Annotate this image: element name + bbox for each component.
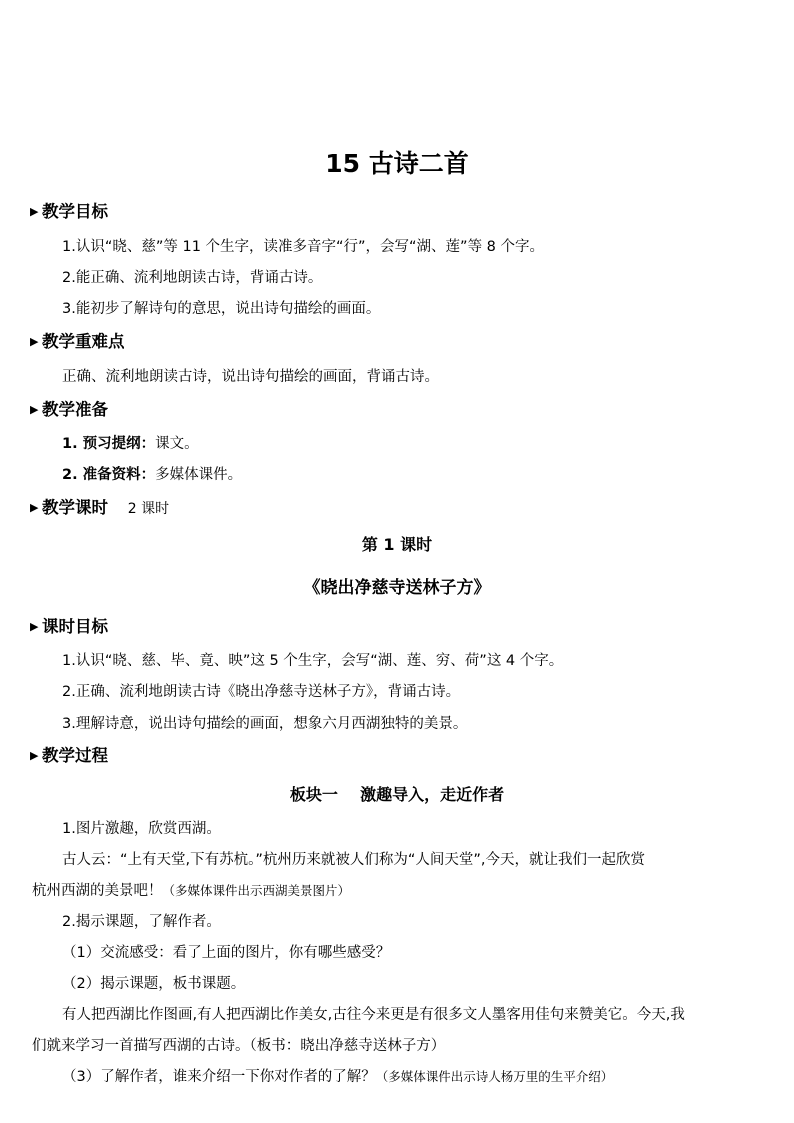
process-paragraph-4: （1）交流感受：看了上面的图片，你有哪些感受？ xyxy=(62,945,391,961)
triangle-bullet-icon: ▶ xyxy=(30,403,39,416)
key-points-text: 正确、流利地朗读古诗，说出诗句描绘的画面，背诵古诗。 xyxy=(62,369,439,385)
process-paragraph-5: （2）揭示课题，板书课题。 xyxy=(62,976,246,992)
process-paragraph-7: （3）了解作者，谁来介绍一下你对作者的了解？（多媒体课件出示诗人杨万里的生平介绍） xyxy=(62,1069,614,1085)
document-title: 15 古诗二首 xyxy=(325,149,469,178)
preparation-item-1: 1. 预习提纲：课文。 xyxy=(62,436,199,452)
block1-title: 板块一 激趣导入，走近作者 xyxy=(289,785,505,804)
lesson-title: 第 1 课时 xyxy=(361,535,433,554)
preparation-item-2: 2. 准备资料：多媒体课件。 xyxy=(62,467,243,483)
triangle-bullet-icon: ▶ xyxy=(30,501,39,514)
process-paragraph-1: 1.图片激趣，欣赏西湖。 xyxy=(62,821,221,837)
period-goal-item-3: 3.理解诗意，说出诗句描绘的画面，想象六月西湖独特的美景。 xyxy=(62,716,468,732)
process-paragraph-2b: 杭州西湖的美景吧！（多媒体课件出示西湖美景图片） xyxy=(32,883,351,899)
triangle-bullet-icon: ▶ xyxy=(30,749,39,762)
period-goal-item-1: 1.认识“晓、慈、毕、竟、映”这 5 个生字，会写“湖、莲、穷、荷”这 4 个字。 xyxy=(62,653,564,669)
triangle-bullet-icon: ▶ xyxy=(30,620,39,633)
preparation-heading: ▶ 教学准备 xyxy=(30,400,108,419)
goals-heading: ▶ 教学目标 xyxy=(30,202,108,221)
process-paragraph-2a: 古人云：“上有天堂,下有苏杭。”杭州历来就被人们称为“人间天堂”,今天，就让我们一起欣赏 xyxy=(62,852,646,868)
key-points-heading: ▶ 教学重难点 xyxy=(30,332,125,351)
period-goal-item-2: 2.正确、流利地朗读古诗《晓出净慈寺送林子方》，背诵古诗。 xyxy=(62,684,461,700)
triangle-bullet-icon: ▶ xyxy=(30,205,39,218)
goal-item-3: 3.能初步了解诗句的意思，说出诗句描绘的画面。 xyxy=(62,301,381,317)
process-paragraph-3: 2.揭示课题，了解作者。 xyxy=(62,914,221,930)
periods-heading: ▶ 教学课时 2 课时 xyxy=(30,498,170,517)
process-heading: ▶ 教学过程 xyxy=(30,746,108,765)
goal-item-1: 1.认识“晓、慈”等 11 个生字，读准多音字“行”，会写“湖、莲”等 8 个字。 xyxy=(62,239,545,255)
poem-title: 《晓出净慈寺送林子方》 xyxy=(303,578,491,598)
triangle-bullet-icon: ▶ xyxy=(30,335,39,348)
period-goals-heading: ▶ 课时目标 xyxy=(30,617,108,636)
periods-value: 2 课时 xyxy=(127,501,170,517)
process-paragraph-6b: 们就来学习一首描写西湖的古诗。（板书：晓出净慈寺送林子方） xyxy=(32,1038,446,1054)
goal-item-2: 2.能正确、流利地朗读古诗，背诵古诗。 xyxy=(62,270,323,286)
process-paragraph-6a: 有人把西湖比作图画,有人把西湖比作美女,古往今来更是有很多文人墨客用佳句来赞美它。今天,我 xyxy=(62,1007,685,1023)
